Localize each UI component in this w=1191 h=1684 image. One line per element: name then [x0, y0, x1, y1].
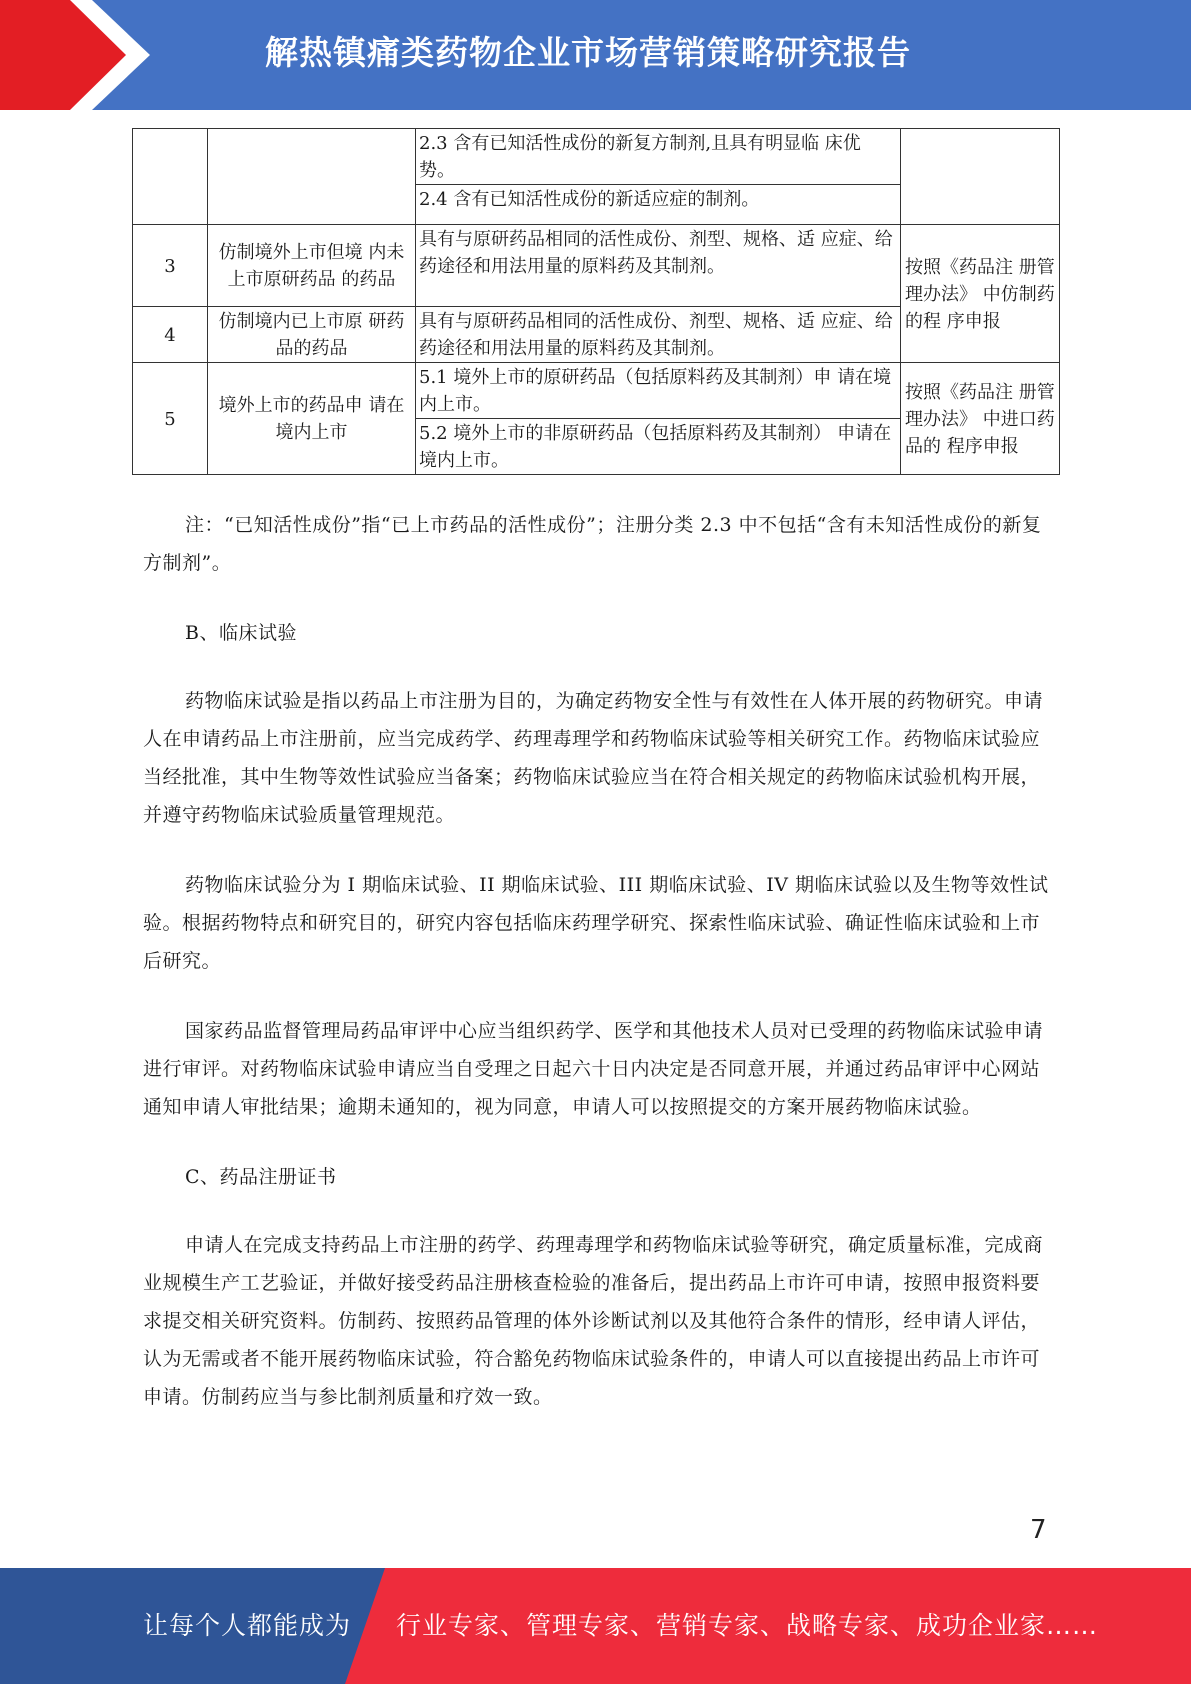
table-cell-num: 4: [133, 307, 208, 363]
table-row: [133, 129, 1060, 185]
section-heading-c: C、药品注册证书: [185, 1166, 337, 1188]
section-heading-b: B、临床试验: [185, 622, 297, 644]
footer-slogan-left: 让每个人都能成为: [143, 1611, 352, 1640]
table-cell-requirement: 具有与原研药品相同的活性成份、剂型、规格、适 应症、给药途径和用法用量的原料药及其制剂。: [416, 307, 901, 363]
table-row: [133, 225, 1060, 307]
page-footer: [0, 1568, 1191, 1684]
paragraph: 国家药品监督管理局药品审评中心应当组织药学、医学和其他技术人员对已受理的药物临床试验申请进行审评。对药物临床试验申请应当自受理之日起六十日内决定是否同意开展，并通过药品审评中心网站通知申请人审批结果；逾期未通知的，视为同意，申请人可以按照提交的方案开展药物临床试验。: [143, 1020, 1044, 1118]
table-cell-requirement: 具有与原研药品相同的活性成份、剂型、规格、适 应症、给药途径和用法用量的原料药及其制剂。: [416, 225, 901, 307]
paragraph: 申请人在完成支持药品上市注册的药学、药理毒理学和药物临床试验等研究，确定质量标准，完成商业规模生产工艺验证，并做好接受药品注册核查检验的准备后，提出药品上市许可申请，按照申报资料要求提交相关研究资料。仿制药、按照药品管理的体外诊断试剂以及其他符合条件的情形，经申请人评估，认为无需或者不能开展药物临床试验，符合豁免药物临床试验条件的，申请人可以直接提出药品上市许可申请。仿制药应当与参比制剂质量和疗效一致。: [143, 1234, 1044, 1408]
table-cell-num: 5: [133, 363, 208, 475]
table-cell-num: [133, 129, 208, 225]
table-cell-requirement: 5.2 境外上市的非原研药品（包括原料药及其制剂） 申请在境内上市。: [416, 419, 901, 475]
registration-table: [132, 128, 1060, 475]
table-cell-procedure: 按照《药品注 册管理办法》 中仿制药的程 序申报: [901, 225, 1060, 363]
table-cell-requirement: 5.1 境外上市的原研药品（包括原料药及其制剂）申 请在境内上市。: [416, 363, 901, 419]
paragraph: 药物临床试验分为 I 期临床试验、II 期临床试验、III 期临床试验、IV 期临床试验以及生物等效性试验。根据药物特点和研究目的，研究内容包括临床药理学研究、探索性临床试验、确证性临床试验和上市后研究。: [143, 874, 1049, 972]
table-cell-name: 仿制境内已上市原 研药品的药品: [208, 307, 416, 363]
table-cell-requirement: 2.3 含有已知活性成份的新复方制剂,且具有明显临 床优势。: [416, 129, 901, 185]
report-title: 解热镇痛类药物企业市场营销策略研究报告: [265, 33, 911, 72]
table-cell-name: 仿制境外上市但境 内未上市原研药品 的药品: [208, 225, 416, 307]
table-cell-requirement: 2.4 含有已知活性成份的新适应症的制剂。: [416, 185, 901, 225]
table-cell-name: [208, 129, 416, 225]
body-content: [143, 506, 1049, 1448]
table-cell-name: 境外上市的药品申 请在境内上市: [208, 363, 416, 475]
page-number: 7: [1030, 1515, 1047, 1545]
paragraph: 药物临床试验是指以药品上市注册为目的，为确定药物安全性与有效性在人体开展的药物研究。申请人在申请药品上市注册前，应当完成药学、药理毒理学和药物临床试验等相关研究工作。药物临床试验应当经批准，其中生物等效性试验应当备案；药物临床试验应当在符合相关规定的药物临床试验机构开展，并遵守药物临床试验质量管理规范。: [143, 690, 1044, 826]
footer-slogan-right: 行业专家、管理专家、营销专家、战略专家、成功企业家……: [396, 1611, 1099, 1640]
table-row: [133, 363, 1060, 419]
page-header: [0, 0, 1191, 110]
table-note: 注：“已知活性成份”指“已上市药品的活性成份”；注册分类 2.3 中不包括“含有未知活性成份的新复方制剂”。: [143, 514, 1042, 574]
table-cell-procedure: 按照《药品注 册管理办法》 中进口药品的 程序申报: [901, 363, 1060, 475]
table-cell-procedure: [901, 129, 1060, 225]
table-cell-num: 3: [133, 225, 208, 307]
